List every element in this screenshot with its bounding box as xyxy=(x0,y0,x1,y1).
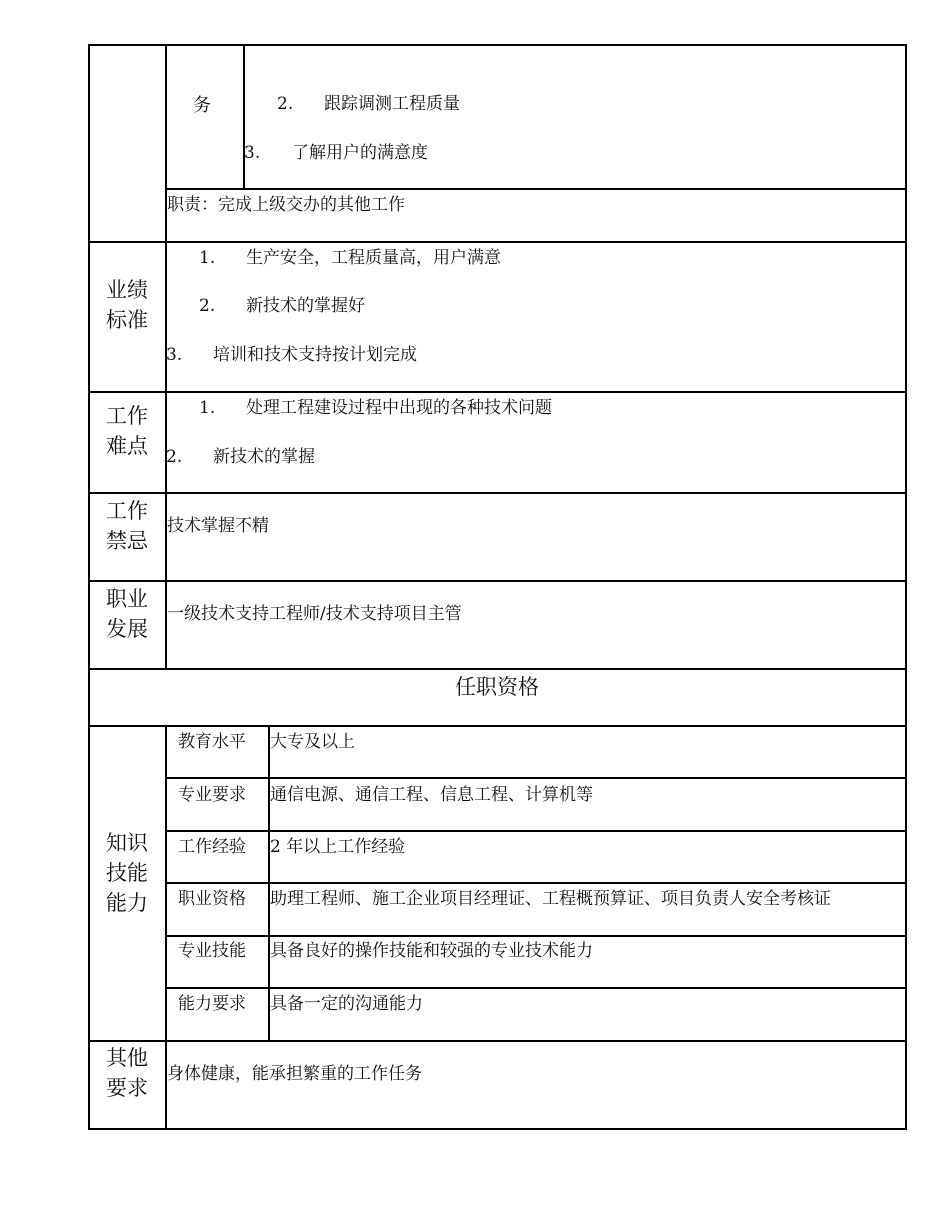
difficulty-item-text: 新技术的掌握 xyxy=(213,447,315,467)
qualification-title: 任职资格 xyxy=(455,675,539,699)
other-label: 其他 要求 xyxy=(106,1046,148,1100)
knowledge-key: 职业资格 xyxy=(178,889,246,909)
career-text: 一级技术支持工程师/技术支持项目主管 xyxy=(167,604,462,624)
performance-item-text: 新技术的掌握好 xyxy=(246,296,365,316)
difficulty-item-num: 1. xyxy=(199,398,216,418)
taboo-text: 技术掌握不精 xyxy=(167,516,269,536)
duty-item-num: 2. xyxy=(277,94,294,114)
duty-responsibility: 职责：完成上级交办的其他工作 xyxy=(167,195,405,215)
duty-item-text: 跟踪调测工程质量 xyxy=(324,94,460,114)
knowledge-key: 专业要求 xyxy=(178,785,246,805)
performance-item-num: 1. xyxy=(199,248,216,268)
performance-item-num: 2. xyxy=(199,296,216,316)
performance-item-text: 生产安全，工程质量高，用户满意 xyxy=(246,248,501,268)
other-text: 身体健康，能承担繁重的工作任务 xyxy=(167,1064,422,1084)
taboo-label: 工作 禁忌 xyxy=(106,499,148,553)
difficulty-label: 工作 难点 xyxy=(106,404,148,458)
knowledge-key: 工作经验 xyxy=(178,837,246,857)
knowledge-value: 通信电源、通信工程、信息工程、计算机等 xyxy=(270,785,593,805)
performance-label: 业绩 标准 xyxy=(106,278,148,332)
knowledge-key: 教育水平 xyxy=(178,732,246,752)
knowledge-value: 2 年以上工作经验 xyxy=(270,837,406,857)
career-label: 职业 发展 xyxy=(106,587,148,641)
performance-item-num: 3. xyxy=(166,345,183,365)
knowledge-key: 能力要求 xyxy=(178,994,246,1014)
knowledge-value: 大专及以上 xyxy=(270,732,355,752)
duty-item-num: 3. xyxy=(244,143,261,163)
difficulty-item-text: 处理工程建设过程中出现的各种技术问题 xyxy=(246,398,552,418)
knowledge-key: 专业技能 xyxy=(178,941,246,961)
knowledge-value: 具备良好的操作技能和较强的专业技术能力 xyxy=(270,941,593,961)
performance-item-text: 培训和技术支持按计划完成 xyxy=(213,345,417,365)
knowledge-value: 具备一定的沟通能力 xyxy=(270,994,423,1014)
duty-item-text: 了解用户的满意度 xyxy=(292,143,428,163)
difficulty-item-num: 2. xyxy=(166,447,183,467)
knowledge-label: 知识 技能 能力 xyxy=(106,831,148,915)
duty-label-fragment: 务 xyxy=(193,95,211,116)
knowledge-value: 助理工程师、施工企业项目经理证、工程概预算证、项目负责人安全考核证 xyxy=(270,889,831,909)
